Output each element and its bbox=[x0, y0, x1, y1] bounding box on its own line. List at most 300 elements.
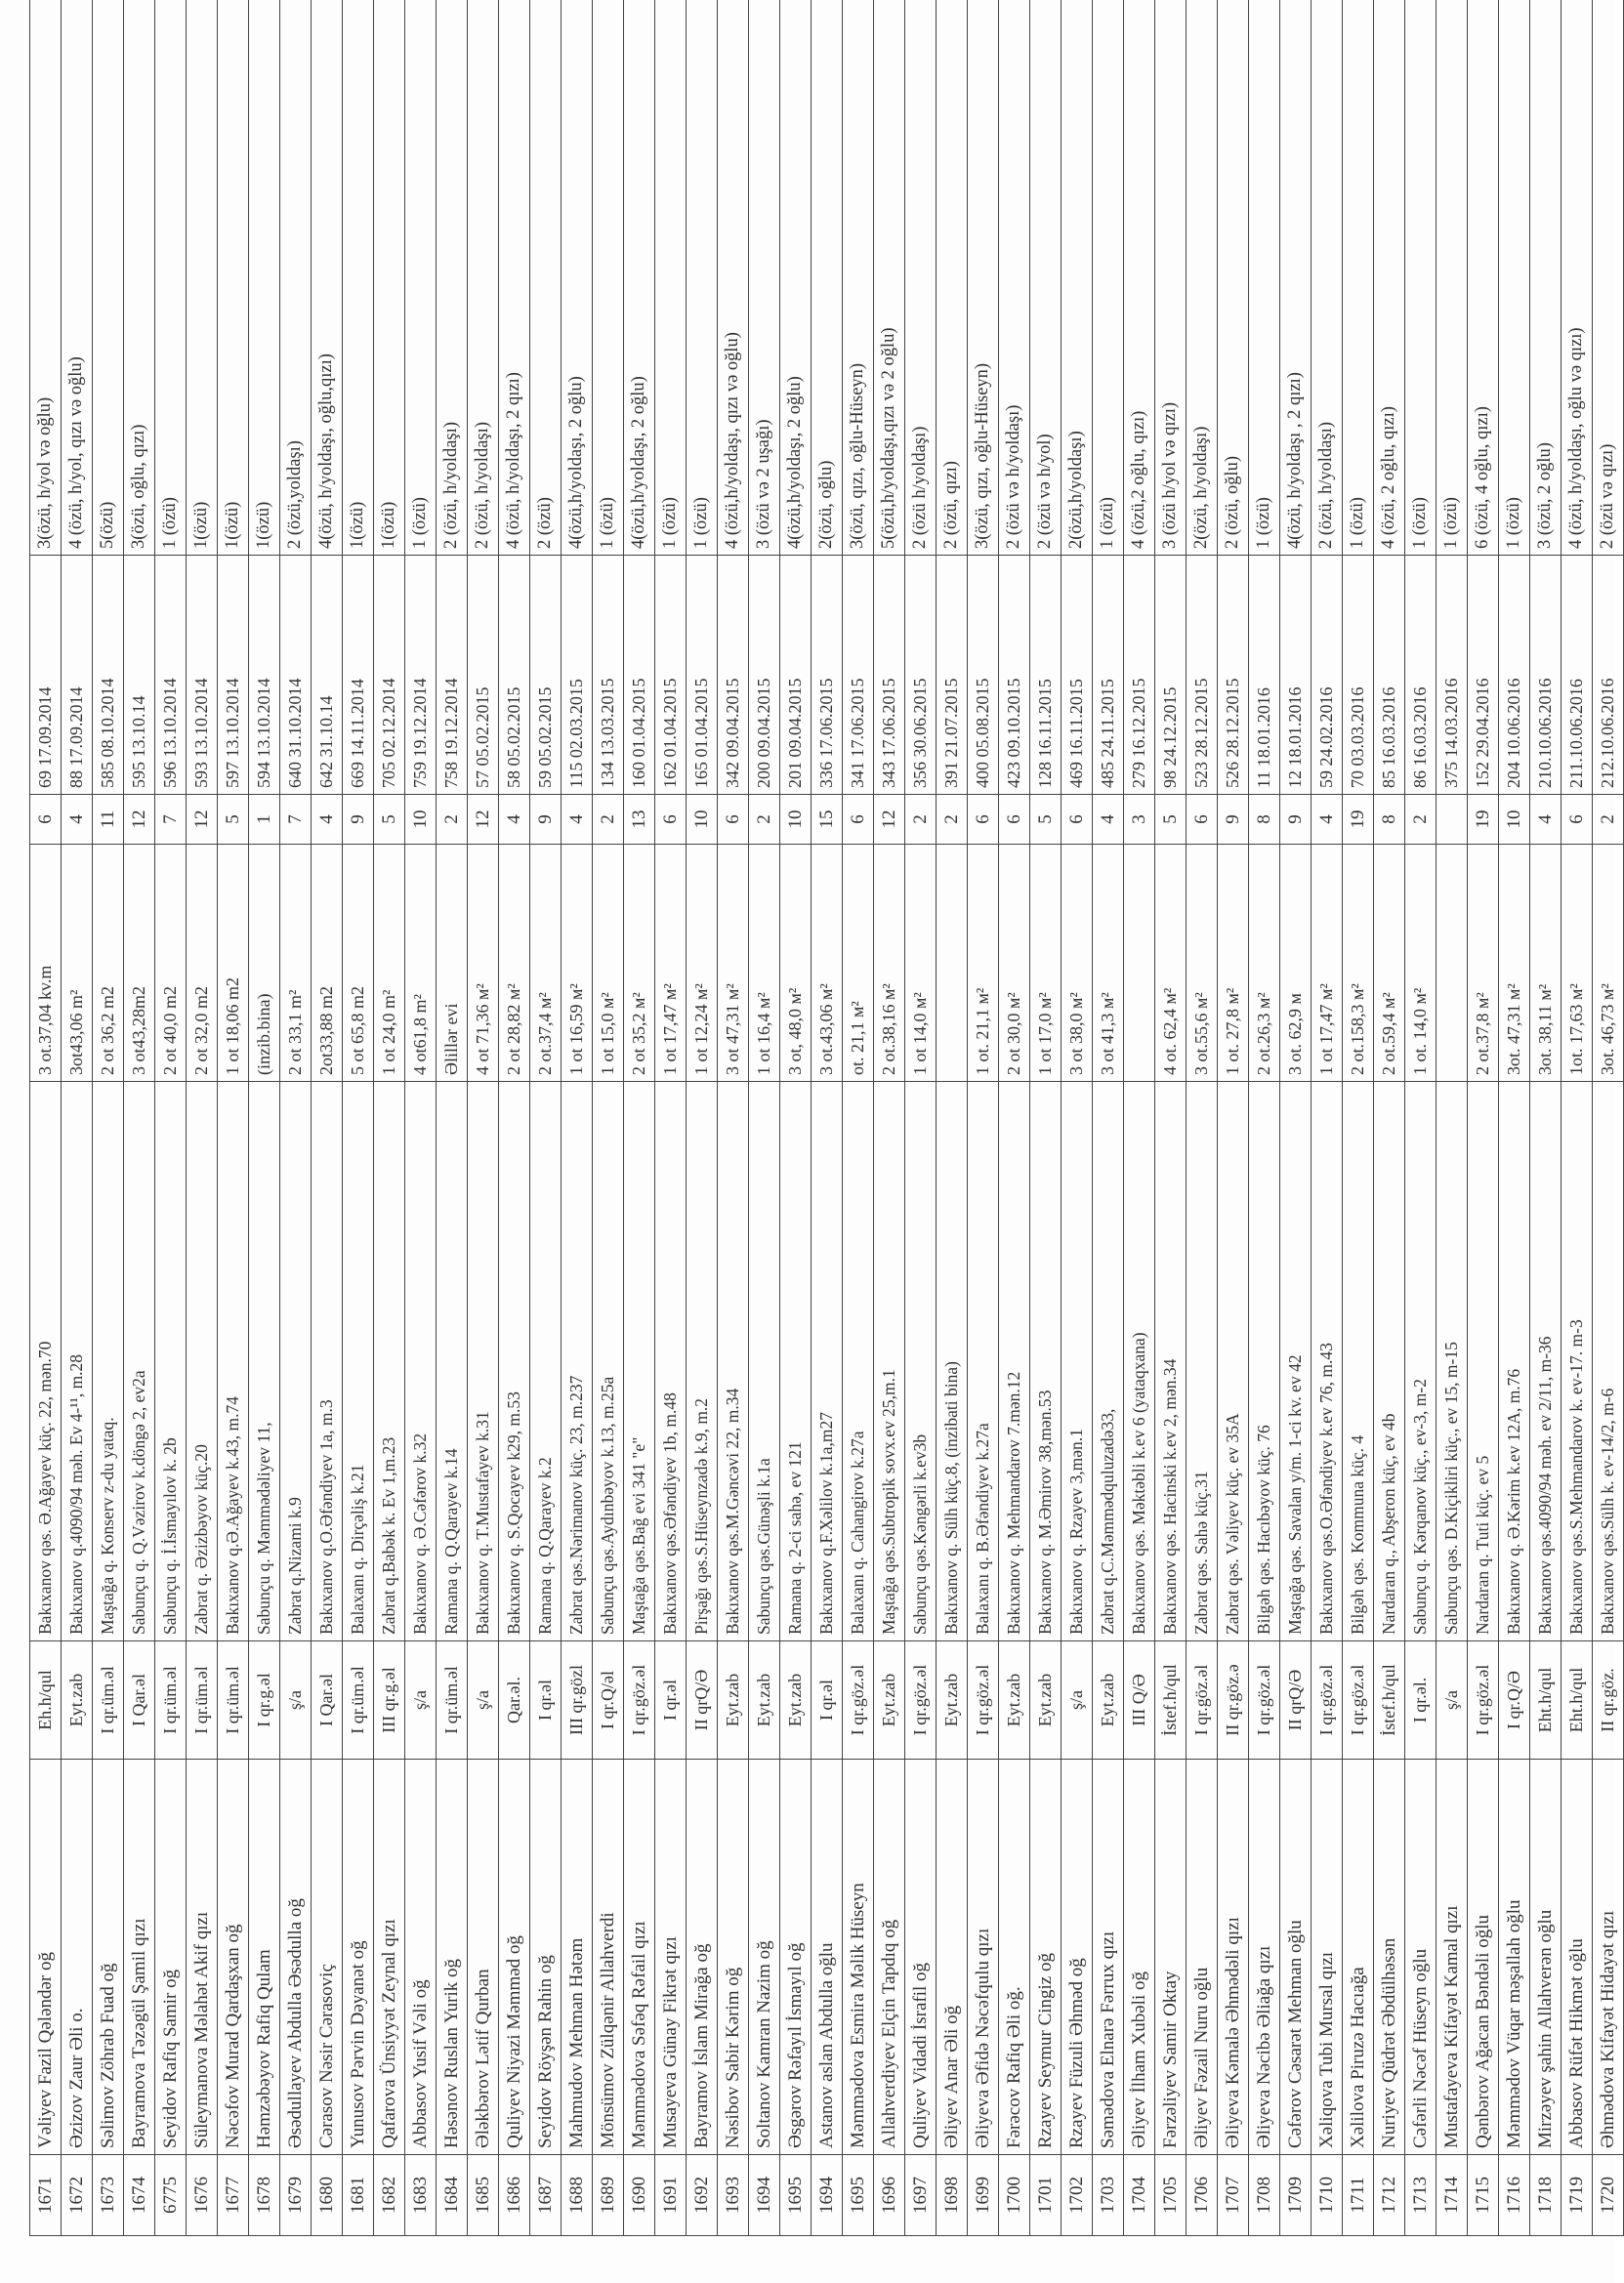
family-count-cell: 19 bbox=[1343, 795, 1374, 845]
rooms-area-cell: 4 ot 71,36 м² bbox=[468, 845, 499, 1082]
table-row bbox=[812, 0, 843, 2236]
table-row bbox=[1343, 0, 1374, 2236]
row-number-cell: 1719 bbox=[1562, 2155, 1593, 2236]
rooms-area-cell: 1 ot. 14,0 м² bbox=[1405, 845, 1437, 1082]
row-number-cell: 1715 bbox=[1468, 2155, 1499, 2236]
family-composition-cell: 2 (özü) bbox=[530, 0, 562, 556]
row-number-cell: 1688 bbox=[562, 2155, 593, 2236]
row-number-cell: 1671 bbox=[30, 2155, 62, 2236]
decision-number-date-cell: 640 31.10.2014 bbox=[280, 556, 312, 795]
row-number-cell: 1712 bbox=[1374, 2155, 1405, 2236]
family-count-cell: 6 bbox=[1562, 795, 1593, 845]
address-cell: Bilgəh qəs. Kommuna küç. 4 bbox=[1343, 1082, 1374, 1641]
family-count-cell: 4 bbox=[499, 795, 530, 845]
rooms-area-cell: 2 ot.38,16 м² bbox=[874, 845, 905, 1082]
address-cell: Bakıxanov q.Ə.Ağayev k.43, m.74 bbox=[218, 1082, 249, 1641]
family-composition-cell: 4(özü, h/yoldaşı, oğlu,qızı) bbox=[312, 0, 343, 556]
row-number-cell: 1677 bbox=[218, 2155, 249, 2236]
housing-register-table bbox=[29, 0, 1624, 2236]
person-name-cell: Bayramova Təzəgül Şamil qızı bbox=[124, 1760, 155, 2155]
table-row bbox=[499, 0, 530, 2236]
family-composition-cell: 2(özü,h/yoldaşı) bbox=[1062, 0, 1093, 556]
address-cell: Bakıxanov qəs.4090/94 məh. ev 2/11, m-36 bbox=[1530, 1082, 1562, 1641]
family-count-cell: 1 bbox=[249, 795, 280, 845]
rooms-area-cell: 1 ot 17,47 м² bbox=[655, 845, 687, 1082]
address-cell: Bilgəh qəs. Hacıbəyov küç. 76 bbox=[1249, 1082, 1280, 1641]
address-cell: Zabrat q.C.Məmmədquluzadə33, bbox=[1093, 1082, 1124, 1641]
category-cell: I qr.üm.əl bbox=[187, 1641, 218, 1760]
person-name-cell: Əliyev İlham Xubəli oğ bbox=[1124, 1760, 1155, 2155]
family-count-cell: 4 bbox=[62, 795, 93, 845]
address-cell: Sabunçu qəs.Aydınbəyov k.13, m.25a bbox=[593, 1082, 624, 1641]
family-count-cell: 9 bbox=[343, 795, 374, 845]
person-name-cell: Vəliyev Fazil Qələndər oğ bbox=[30, 1760, 62, 2155]
person-name-cell: Əliyev Anar Əli oğ bbox=[937, 1760, 968, 2155]
person-name-cell: Xəlilova Piruzə Hacıağa bbox=[1343, 1760, 1374, 2155]
person-name-cell: Cərasov Nəsir Cərasoviç bbox=[312, 1760, 343, 2155]
rotated-table-container bbox=[29, 29, 1618, 2236]
address-cell: Maştağa q. Konserv z-du yataq. bbox=[93, 1082, 124, 1641]
table-row bbox=[218, 0, 249, 2236]
decision-number-date-cell: 705 02.12.2014 bbox=[374, 556, 405, 795]
person-name-cell: Məmmədova Esmira Məlik Hüseyn bbox=[843, 1760, 874, 2155]
row-number-cell: 1716 bbox=[1499, 2155, 1530, 2236]
family-count-cell: 12 bbox=[468, 795, 499, 845]
decision-number-date-cell: 200 09.04.2015 bbox=[749, 556, 780, 795]
rooms-area-cell: 1 ot. 27,8 м² bbox=[1218, 845, 1249, 1082]
category-cell: I qr.göz.əl bbox=[624, 1641, 655, 1760]
category-cell: I qr.üm.əl bbox=[437, 1641, 468, 1760]
category-cell: I qr.göz.əl bbox=[1468, 1641, 1499, 1760]
address-cell: Nardaran q., Abşeron küç, ev 4b bbox=[1374, 1082, 1405, 1641]
table-row bbox=[874, 0, 905, 2236]
family-composition-cell: 6 (özü, 4 oğlu, qızı) bbox=[1468, 0, 1499, 556]
table-row bbox=[468, 0, 499, 2236]
person-name-cell: Həsənov Ruslan Yurik oğ bbox=[437, 1760, 468, 2155]
decision-number-date-cell: 115 02.03.2015 bbox=[562, 556, 593, 795]
family-composition-cell: 1 (özü) bbox=[1437, 0, 1468, 556]
address-cell: Bakıxanov qəs.Əfəndiyev 1b, m.48 bbox=[655, 1082, 687, 1641]
family-composition-cell: 1 (özü) bbox=[687, 0, 718, 556]
family-count-cell: 5 bbox=[1155, 795, 1187, 845]
decision-number-date-cell: 85 16.03.2016 bbox=[1374, 556, 1405, 795]
person-name-cell: Səmədova Elnarə Fərrux qızı bbox=[1093, 1760, 1124, 2155]
table-row bbox=[187, 0, 218, 2236]
row-number-cell: 1711 bbox=[1343, 2155, 1374, 2236]
family-count-cell: 2 bbox=[1593, 795, 1624, 845]
category-cell: II qrQ/Ə bbox=[1280, 1641, 1312, 1760]
family-count-cell: 2 bbox=[1405, 795, 1437, 845]
address-cell: Bakıxanov q. M.Əmirov 38,mən.53 bbox=[1030, 1082, 1062, 1641]
rooms-area-cell: 3 ot 47,31 м² bbox=[718, 845, 749, 1082]
table-row bbox=[562, 0, 593, 2236]
row-number-cell: 1673 bbox=[93, 2155, 124, 2236]
decision-number-date-cell: 391 21.07.2015 bbox=[937, 556, 968, 795]
row-number-cell: 1698 bbox=[937, 2155, 968, 2236]
address-cell: Bakıxanov q. Mehmandarov 7.mən.12 bbox=[999, 1082, 1030, 1641]
rooms-area-cell: 3 ot.43,06 м² bbox=[812, 845, 843, 1082]
family-composition-cell: 4 (özü,2 oğlu, qızı) bbox=[1124, 0, 1155, 556]
decision-number-date-cell: 485 24.11.2015 bbox=[1093, 556, 1124, 795]
person-name-cell: Əzizov Zaur Əli o. bbox=[62, 1760, 93, 2155]
family-composition-cell: 1 (özü) bbox=[1405, 0, 1437, 556]
family-composition-cell: 3 (özü h/yol və qızı) bbox=[1155, 0, 1187, 556]
person-name-cell: Seyidov Röyşən Rahin oğ bbox=[530, 1760, 562, 2155]
table-row bbox=[780, 0, 812, 2236]
table-row bbox=[1062, 0, 1093, 2236]
family-count-cell: 11 bbox=[93, 795, 124, 845]
family-composition-cell: 1 (özü) bbox=[1499, 0, 1530, 556]
category-cell: I Qar.əl bbox=[312, 1641, 343, 1760]
rooms-area-cell: Əlillər evi bbox=[437, 845, 468, 1082]
table-row bbox=[687, 0, 718, 2236]
table-row bbox=[1437, 0, 1468, 2236]
person-name-cell: Əliyeva Kəmalə Əhmədəli qızı bbox=[1218, 1760, 1249, 2155]
address-cell: Bakıxanov qəs.Sülh k. ev-14/2, m-6 bbox=[1593, 1082, 1624, 1641]
family-count-cell: 9 bbox=[1280, 795, 1312, 845]
family-count-cell: 6 bbox=[30, 795, 62, 845]
rooms-area-cell: ot. 21,1 м² bbox=[843, 845, 874, 1082]
person-name-cell: Musayeva Günay Fikrət qızı bbox=[655, 1760, 687, 2155]
rooms-area-cell: 1ot. 17,63 м² bbox=[1562, 845, 1593, 1082]
table-body bbox=[30, 0, 1624, 2236]
family-count-cell: 6 bbox=[968, 795, 999, 845]
decision-number-date-cell: 165 01.04.2015 bbox=[687, 556, 718, 795]
table-row bbox=[1093, 0, 1124, 2236]
row-number-cell: 1704 bbox=[1124, 2155, 1155, 2236]
row-number-cell: 1678 bbox=[249, 2155, 280, 2236]
address-cell: Bakıxanov q. Rzayev 3,mən.1 bbox=[1062, 1082, 1093, 1641]
family-count-cell: 4 bbox=[1530, 795, 1562, 845]
person-name-cell: Həmzəbəyov Rafiq Qulam bbox=[249, 1760, 280, 2155]
family-composition-cell: 2 (özü, oğlu) bbox=[1218, 0, 1249, 556]
category-cell: ş/a bbox=[468, 1641, 499, 1760]
category-cell: I qr.üm.əl bbox=[93, 1641, 124, 1760]
category-cell: Eyt.zab bbox=[999, 1641, 1030, 1760]
rooms-area-cell: 3ot. 47,31 м² bbox=[1499, 845, 1530, 1082]
decision-number-date-cell: 669 14.11.2014 bbox=[343, 556, 374, 795]
table-row bbox=[1218, 0, 1249, 2236]
table-row bbox=[655, 0, 687, 2236]
category-cell: ş/a bbox=[280, 1641, 312, 1760]
row-number-cell: 1702 bbox=[1062, 2155, 1093, 2236]
person-name-cell: Yunusov Pərvin Dəyanət oğ bbox=[343, 1760, 374, 2155]
address-cell: Bakıxanov q.O.Əfəndiyev 1a, m.3 bbox=[312, 1082, 343, 1641]
category-cell: I qr.göz.əl bbox=[843, 1641, 874, 1760]
table-row bbox=[999, 0, 1030, 2236]
decision-number-date-cell: 523 28.12.2015 bbox=[1187, 556, 1218, 795]
category-cell: I qr.əl bbox=[812, 1641, 843, 1760]
decision-number-date-cell: 70 03.03.2016 bbox=[1343, 556, 1374, 795]
family-composition-cell: 2 (özü və qızı) bbox=[1593, 0, 1624, 556]
decision-number-date-cell: 595 13.10.14 bbox=[124, 556, 155, 795]
decision-number-date-cell: 134 13.03.2015 bbox=[593, 556, 624, 795]
rooms-area-cell: 2 ot.37,8 м² bbox=[1468, 845, 1499, 1082]
category-cell: Qar.əl. bbox=[499, 1641, 530, 1760]
rooms-area-cell: 1 ot 12,24 м² bbox=[687, 845, 718, 1082]
table-row bbox=[437, 0, 468, 2236]
row-number-cell: 1714 bbox=[1437, 2155, 1468, 2236]
decision-number-date-cell: 88 17.09.2014 bbox=[62, 556, 93, 795]
family-count-cell: 10 bbox=[405, 795, 437, 845]
rooms-area-cell: 3ot43,06 m² bbox=[62, 845, 93, 1082]
row-number-cell: 1713 bbox=[1405, 2155, 1437, 2236]
row-number-cell: 1689 bbox=[593, 2155, 624, 2236]
family-count-cell: 9 bbox=[530, 795, 562, 845]
address-cell: Zabrat q. Əzizbəyov küç.20 bbox=[187, 1082, 218, 1641]
table-row bbox=[1030, 0, 1062, 2236]
decision-number-date-cell: 375 14.03.2016 bbox=[1437, 556, 1468, 795]
rooms-area-cell: 1 ot 24,0 m² bbox=[374, 845, 405, 1082]
decision-number-date-cell: 58 05.02.2015 bbox=[499, 556, 530, 795]
rooms-area-cell: 3 ot43,28m2 bbox=[124, 845, 155, 1082]
person-name-cell: Soltanov Kamran Nazim oğ bbox=[749, 1760, 780, 2155]
decision-number-date-cell: 160 01.04.2015 bbox=[624, 556, 655, 795]
table-row bbox=[155, 0, 187, 2236]
family-composition-cell: 3(özü, oğlu, qızı) bbox=[124, 0, 155, 556]
family-composition-cell: 1 (özü) bbox=[405, 0, 437, 556]
table-row bbox=[749, 0, 780, 2236]
category-cell: I qr.göz.əl bbox=[1343, 1641, 1374, 1760]
rooms-area-cell: 3 ot, 48,0 м² bbox=[780, 845, 812, 1082]
table-row bbox=[1249, 0, 1280, 2236]
row-number-cell: 1694 bbox=[812, 2155, 843, 2236]
address-cell: Zabrat q.Nizami k.9 bbox=[280, 1082, 312, 1641]
rooms-area-cell: (inzib.bina) bbox=[249, 845, 280, 1082]
rooms-area-cell: 2ot33,88 m2 bbox=[312, 845, 343, 1082]
family-count-cell: 3 bbox=[1124, 795, 1155, 845]
address-cell: Sabunçu q. Kərqanov küç., ev-3, m-2 bbox=[1405, 1082, 1437, 1641]
table-row bbox=[1562, 0, 1593, 2236]
address-cell: Bakıxanov qəs.O.Əfəndiyev k.ev 76, m.43 bbox=[1312, 1082, 1343, 1641]
decision-number-date-cell: 211.10.06.2016 bbox=[1562, 556, 1593, 795]
decision-number-date-cell: 279 16.12.2015 bbox=[1124, 556, 1155, 795]
rooms-area-cell: 3 ot. 62,9 м bbox=[1280, 845, 1312, 1082]
table-row bbox=[1530, 0, 1562, 2236]
rooms-area-cell: 1 ot 16,59 м² bbox=[562, 845, 593, 1082]
family-count-cell: 5 bbox=[218, 795, 249, 845]
rooms-area-cell: 3ot. 38,11 м² bbox=[1530, 845, 1562, 1082]
rooms-area-cell: 3 ot.37,04 kv.m bbox=[30, 845, 62, 1082]
person-name-cell: Əsədullayev Abdulla Əsədulla oğ bbox=[280, 1760, 312, 2155]
rooms-area-cell: 2 ot.59,4 м² bbox=[1374, 845, 1405, 1082]
person-name-cell: Məmmədova Səfəq Rəfail qızı bbox=[624, 1760, 655, 2155]
family-composition-cell: 1(özü) bbox=[187, 0, 218, 556]
category-cell: ş/a bbox=[405, 1641, 437, 1760]
table-row bbox=[843, 0, 874, 2236]
rooms-area-cell bbox=[1124, 845, 1155, 1082]
family-count-cell: 10 bbox=[687, 795, 718, 845]
family-composition-cell: 4(özü,h/yoldaşı, 2 oğlu) bbox=[780, 0, 812, 556]
decision-number-date-cell: 59 05.02.2015 bbox=[530, 556, 562, 795]
row-number-cell: 1718 bbox=[1530, 2155, 1562, 2236]
person-name-cell: Abbasov Rüfət Hikmət oğlu bbox=[1562, 1760, 1593, 2155]
decision-number-date-cell: 11 18.01.2016 bbox=[1249, 556, 1280, 795]
person-name-cell: Mahmudov Mehman Hətəm bbox=[562, 1760, 593, 2155]
category-cell: I qr.üm.əl bbox=[343, 1641, 374, 1760]
category-cell: I qr.əl bbox=[530, 1641, 562, 1760]
person-name-cell: Qafarova Ünsiyyət Zeynal qızı bbox=[374, 1760, 405, 2155]
table-row bbox=[1405, 0, 1437, 2236]
rooms-area-cell: 4 ot61,8 m² bbox=[405, 845, 437, 1082]
table-row bbox=[530, 0, 562, 2236]
address-cell: Balaxanı q. Dirçəliş k.21 bbox=[343, 1082, 374, 1641]
family-count-cell: 2 bbox=[437, 795, 468, 845]
decision-number-date-cell: 596 13.10.2014 bbox=[155, 556, 187, 795]
family-count-cell: 19 bbox=[1468, 795, 1499, 845]
person-name-cell: Fərzəliyev Samir Oktay bbox=[1155, 1760, 1187, 2155]
family-composition-cell: 3(özü, qızı, oğlu-Hüseyn) bbox=[843, 0, 874, 556]
family-composition-cell: 4(özü,h/yoldaşı, 2 oğlu) bbox=[624, 0, 655, 556]
family-composition-cell: 1 (özü) bbox=[1249, 0, 1280, 556]
family-count-cell: 10 bbox=[1499, 795, 1530, 845]
family-count-cell: 6 bbox=[1187, 795, 1218, 845]
rooms-area-cell: 1 ot. 21,1 м² bbox=[968, 845, 999, 1082]
row-number-cell: 1695 bbox=[843, 2155, 874, 2236]
category-cell: Eyt.zab bbox=[1030, 1641, 1062, 1760]
category-cell: Eyt.zab bbox=[874, 1641, 905, 1760]
rooms-area-cell: 3 ot.55,6 м² bbox=[1187, 845, 1218, 1082]
person-name-cell: Abbasov Yusif Vəli oğ bbox=[405, 1760, 437, 2155]
decision-number-date-cell: 69 17.09.2014 bbox=[30, 556, 62, 795]
family-composition-cell: 4(özü,h/yoldaşı, 2 oğlu) bbox=[562, 0, 593, 556]
rooms-area-cell bbox=[937, 845, 968, 1082]
family-count-cell: 4 bbox=[1312, 795, 1343, 845]
family-composition-cell: 5(özü,h/yoldaşı,qızı və 2 oğlu) bbox=[874, 0, 905, 556]
decision-number-date-cell: 356 30.06.2015 bbox=[905, 556, 937, 795]
row-number-cell: 1676 bbox=[187, 2155, 218, 2236]
table-row bbox=[593, 0, 624, 2236]
table-row bbox=[1155, 0, 1187, 2236]
row-number-cell: 1682 bbox=[374, 2155, 405, 2236]
family-composition-cell: 2 (özü, h/yoldaşı) bbox=[437, 0, 468, 556]
person-name-cell: Əliyeva Əfidə Nəcəfqulu qızı bbox=[968, 1760, 999, 2155]
family-composition-cell: 2(özü, h/yoldaşı) bbox=[1187, 0, 1218, 556]
family-count-cell: 13 bbox=[624, 795, 655, 845]
rooms-area-cell: 1 ot 16,4 м² bbox=[749, 845, 780, 1082]
rooms-area-cell: 3ot. 46,73 м² bbox=[1593, 845, 1624, 1082]
rooms-area-cell: 2 ot 28,82 м² bbox=[499, 845, 530, 1082]
family-composition-cell: 2 (özü,yoldaşı) bbox=[280, 0, 312, 556]
category-cell: İstef.h/qul bbox=[1374, 1641, 1405, 1760]
rooms-area-cell: 4 ot. 62,4 м² bbox=[1155, 845, 1187, 1082]
table-row bbox=[1468, 0, 1499, 2236]
table-row bbox=[1499, 0, 1530, 2236]
person-name-cell: Astanov aslan Abdulla oğlu bbox=[812, 1760, 843, 2155]
table-row bbox=[1374, 0, 1405, 2236]
category-cell: III qr.gözl bbox=[562, 1641, 593, 1760]
person-name-cell: Xəliqova Tubi Mursal qızı bbox=[1312, 1760, 1343, 2155]
family-count-cell: 6 bbox=[655, 795, 687, 845]
category-cell: Eht.h/qul bbox=[1562, 1641, 1593, 1760]
category-cell: III Q/Ə bbox=[1124, 1641, 1155, 1760]
address-cell: Bakıxanov q. S.Qocayev k29, m.53 bbox=[499, 1082, 530, 1641]
decision-number-date-cell: 210.10.06.2016 bbox=[1530, 556, 1562, 795]
decision-number-date-cell: 336 17.06.2015 bbox=[812, 556, 843, 795]
address-cell: Sabunçu qəs. D.Kiçikliri küç., ev 15, m-15 bbox=[1437, 1082, 1468, 1641]
person-name-cell: Allahverdiyev Elçin Tapdıq oğ bbox=[874, 1760, 905, 2155]
table-row bbox=[30, 0, 62, 2236]
address-cell: Bakıxanov q. T.Mustafayev k.31 bbox=[468, 1082, 499, 1641]
decision-number-date-cell: 642 31.10.14 bbox=[312, 556, 343, 795]
row-number-cell: 1692 bbox=[687, 2155, 718, 2236]
family-composition-cell: 3(özü, qızı, oğlu-Hüseyn) bbox=[968, 0, 999, 556]
person-name-cell: Nəsibov Sabir Kərim oğ bbox=[718, 1760, 749, 2155]
person-name-cell: Bayramov İslam Mirağa oğ bbox=[687, 1760, 718, 2155]
address-cell: Ramana q. Q.Qarayev k.2 bbox=[530, 1082, 562, 1641]
address-cell: Sabunçu qəs.Kəngərli k.ev3b bbox=[905, 1082, 937, 1641]
table-row bbox=[405, 0, 437, 2236]
row-number-cell: 1703 bbox=[1093, 2155, 1124, 2236]
row-number-cell: 1683 bbox=[405, 2155, 437, 2236]
decision-number-date-cell: 594 13.10.2014 bbox=[249, 556, 280, 795]
row-number-cell: 1695 bbox=[780, 2155, 812, 2236]
rooms-area-cell: 2 ot.37,4 м² bbox=[530, 845, 562, 1082]
category-cell: Eyt.zab bbox=[718, 1641, 749, 1760]
person-name-cell: Süleymanova Məlahət Akif qızı bbox=[187, 1760, 218, 2155]
row-number-cell: 1687 bbox=[530, 2155, 562, 2236]
rooms-area-cell: 1 ot 17,47 м² bbox=[1312, 845, 1343, 1082]
family-count-cell: 5 bbox=[1030, 795, 1062, 845]
family-count-cell: 4 bbox=[562, 795, 593, 845]
address-cell: Pirşağı qəs.S.Hüseynzadə k.9, m.2 bbox=[687, 1082, 718, 1641]
family-composition-cell: 5(özü) bbox=[93, 0, 124, 556]
address-cell: Zabrat qəs. Vəliyev küç. ev 35A bbox=[1218, 1082, 1249, 1641]
row-number-cell: 1679 bbox=[280, 2155, 312, 2236]
person-name-cell: Quliyev Vidadi İsrafil oğ bbox=[905, 1760, 937, 2155]
family-count-cell: 8 bbox=[1249, 795, 1280, 845]
decision-number-date-cell: 400 05.08.2015 bbox=[968, 556, 999, 795]
family-composition-cell: 1 (özü) bbox=[593, 0, 624, 556]
rooms-area-cell: 1 ot 15,0 м² bbox=[593, 845, 624, 1082]
table-row bbox=[249, 0, 280, 2236]
row-number-cell: 1709 bbox=[1280, 2155, 1312, 2236]
category-cell: İstef.h/qul bbox=[1155, 1641, 1187, 1760]
family-composition-cell: 1 (özü) bbox=[1343, 0, 1374, 556]
address-cell: Bakıxanov q.4090/94 məh. Ev 4-¹¹, m.28 bbox=[62, 1082, 93, 1641]
row-number-cell: 1685 bbox=[468, 2155, 499, 2236]
rooms-area-cell: 2 ot 33,1 m² bbox=[280, 845, 312, 1082]
person-name-cell: Nuriyev Qüdrət Əbdülhəsən bbox=[1374, 1760, 1405, 2155]
category-cell: I qr.göz.əl bbox=[1249, 1641, 1280, 1760]
decision-number-date-cell: 469 16.11.2015 bbox=[1062, 556, 1093, 795]
category-cell: I qr.Q/əl bbox=[593, 1641, 624, 1760]
rooms-area-cell: 2 ot 40,0 m2 bbox=[155, 845, 187, 1082]
person-name-cell: Cəfərov Cəsarət Mehman oğlu bbox=[1280, 1760, 1312, 2155]
row-number-cell: 1710 bbox=[1312, 2155, 1343, 2236]
row-number-cell: 1705 bbox=[1155, 2155, 1187, 2236]
person-name-cell: Qənbərov Ağacan Bəndəli oğlu bbox=[1468, 1760, 1499, 2155]
rooms-area-cell: 2 ot 32,0 m2 bbox=[187, 845, 218, 1082]
category-cell: Eht.h/qul bbox=[1530, 1641, 1562, 1760]
family-count-cell: 6 bbox=[718, 795, 749, 845]
person-name-cell: Əhmədova Kifayət Hidayət qızı bbox=[1593, 1760, 1624, 2155]
family-composition-cell: 4 (özü, h/yoldaşı, 2 qızı) bbox=[499, 0, 530, 556]
address-cell: Bakıxanov qəs. Məktəbli k.ev 6 (yataqxana) bbox=[1124, 1082, 1155, 1641]
family-count-cell: 6 bbox=[999, 795, 1030, 845]
person-name-cell: Seyidov Rafiq Samir oğ bbox=[155, 1760, 187, 2155]
category-cell: Eyt.zab bbox=[62, 1641, 93, 1760]
address-cell: Bakıxanov qəs.M.Gəncəvi 22, m.34 bbox=[718, 1082, 749, 1641]
row-number-cell: 1697 bbox=[905, 2155, 937, 2236]
rooms-area-cell: 1 ot 17,0 м² bbox=[1030, 845, 1062, 1082]
family-composition-cell: 3 (özü və 2 uşağı) bbox=[749, 0, 780, 556]
category-cell: Eyt.zab bbox=[937, 1641, 968, 1760]
family-composition-cell: 1(özü) bbox=[218, 0, 249, 556]
decision-number-date-cell: 12 18.01.2016 bbox=[1280, 556, 1312, 795]
category-cell: I qr.üm.əl bbox=[218, 1641, 249, 1760]
row-number-cell: 6775 bbox=[155, 2155, 187, 2236]
